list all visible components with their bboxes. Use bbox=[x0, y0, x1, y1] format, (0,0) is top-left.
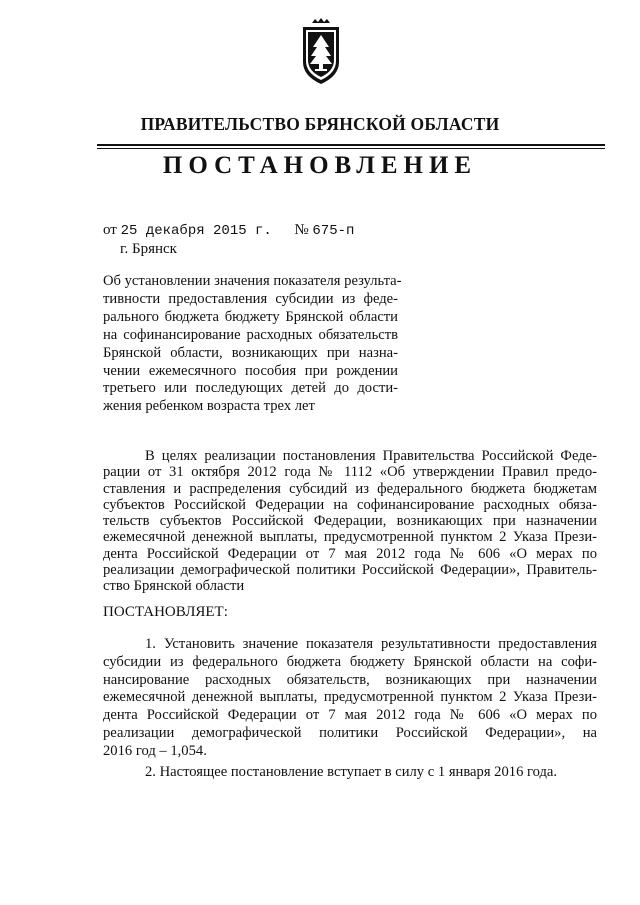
item-1-line: ежемесячной денежной выплаты, предусмотренной пунктом 2 Указа Прези- bbox=[103, 689, 597, 706]
preamble-line: субъектов Российской Федерации на софинансирование расходных обяза- bbox=[103, 496, 597, 513]
document-subject bbox=[103, 273, 402, 416]
subject-line: Об установлении значения показателя результа- bbox=[103, 273, 402, 289]
preamble-line: ставления и распределения субсидий из федерального бюджета бюджетам bbox=[103, 480, 597, 497]
item-1-line: нансирование расходных обязательств, возникающих при назначении bbox=[103, 671, 597, 688]
subject-line: на софинансирование расходных обязательств bbox=[103, 326, 398, 343]
item-1-line: дента Российской Федерации от 7 мая 2012 года № 606 «О мерах по bbox=[103, 707, 597, 724]
number-prefix: № bbox=[294, 222, 309, 238]
preamble-line: рации от 31 октября 2012 года № 1112 «Об утверждении Правил предо- bbox=[103, 464, 597, 481]
decree-word: ПОСТАНОВЛЯЕТ: bbox=[103, 604, 228, 620]
subject-line: третьего или последующих детей до дости- bbox=[103, 380, 398, 397]
date-number-line bbox=[103, 222, 354, 239]
subject-line: тивности предоставления субсидии из феде- bbox=[103, 290, 398, 307]
government-name: ПРАВИТЕЛЬСТВО БРЯНСКОЙ ОБЛАСТИ bbox=[140, 114, 500, 134]
preamble-line: В целях реализации постановления Правительства Российской Феде- bbox=[145, 448, 597, 464]
item-1-line: 1. Установить значение показателя результативности предоставления bbox=[145, 636, 597, 652]
subject-line: рального бюджета бюджету Брянской области bbox=[103, 308, 398, 325]
document-number: 675-п bbox=[312, 223, 355, 239]
header-divider-thin bbox=[97, 148, 605, 149]
preamble-line: дента Российской Федерации от 7 мая 2012 года № 606 «О мерах по bbox=[103, 545, 597, 562]
document-city: г. Брянск bbox=[120, 241, 177, 257]
document-date: 25 декабря 2015 г. bbox=[120, 223, 272, 239]
preamble-line: ежемесячной денежной выплаты, предусмотренной пунктом 2 Указа Прези- bbox=[103, 529, 597, 546]
item-1-line: 2016 год – 1,054. bbox=[103, 742, 207, 759]
header-divider-thick bbox=[97, 144, 605, 146]
subject-line: жения ребенком возраста трех лет bbox=[103, 398, 315, 415]
subject-line: Брянской области, возникающих при назна- bbox=[103, 344, 398, 361]
document-title: ПОСТАНОВЛЕНИЕ bbox=[162, 152, 478, 179]
item-2-paragraph bbox=[103, 764, 597, 780]
item-1-line: субсидии из федерального бюджета бюджету Брянской области на софи- bbox=[103, 653, 597, 670]
preamble-line: ство Брянской области bbox=[103, 578, 245, 595]
preamble-line: реализации демографической политики Российской Федерации», Правитель- bbox=[103, 562, 597, 579]
subject-line: чении ежемесячного пособия при рождении bbox=[103, 362, 398, 379]
preamble-line: тельств субъектов Российской Федерации, возникающих при назначении bbox=[103, 513, 597, 530]
item-2-line: 2. Настоящее постановление вступает в силу с 1 января 2016 года. bbox=[145, 764, 558, 780]
item-1-paragraph bbox=[103, 636, 597, 761]
date-prefix: от bbox=[103, 222, 117, 238]
coat-of-arms-icon bbox=[300, 18, 342, 88]
preamble-paragraph bbox=[103, 448, 597, 595]
item-1-line: реализации демографической политики Российской Федерации», на bbox=[103, 724, 597, 741]
